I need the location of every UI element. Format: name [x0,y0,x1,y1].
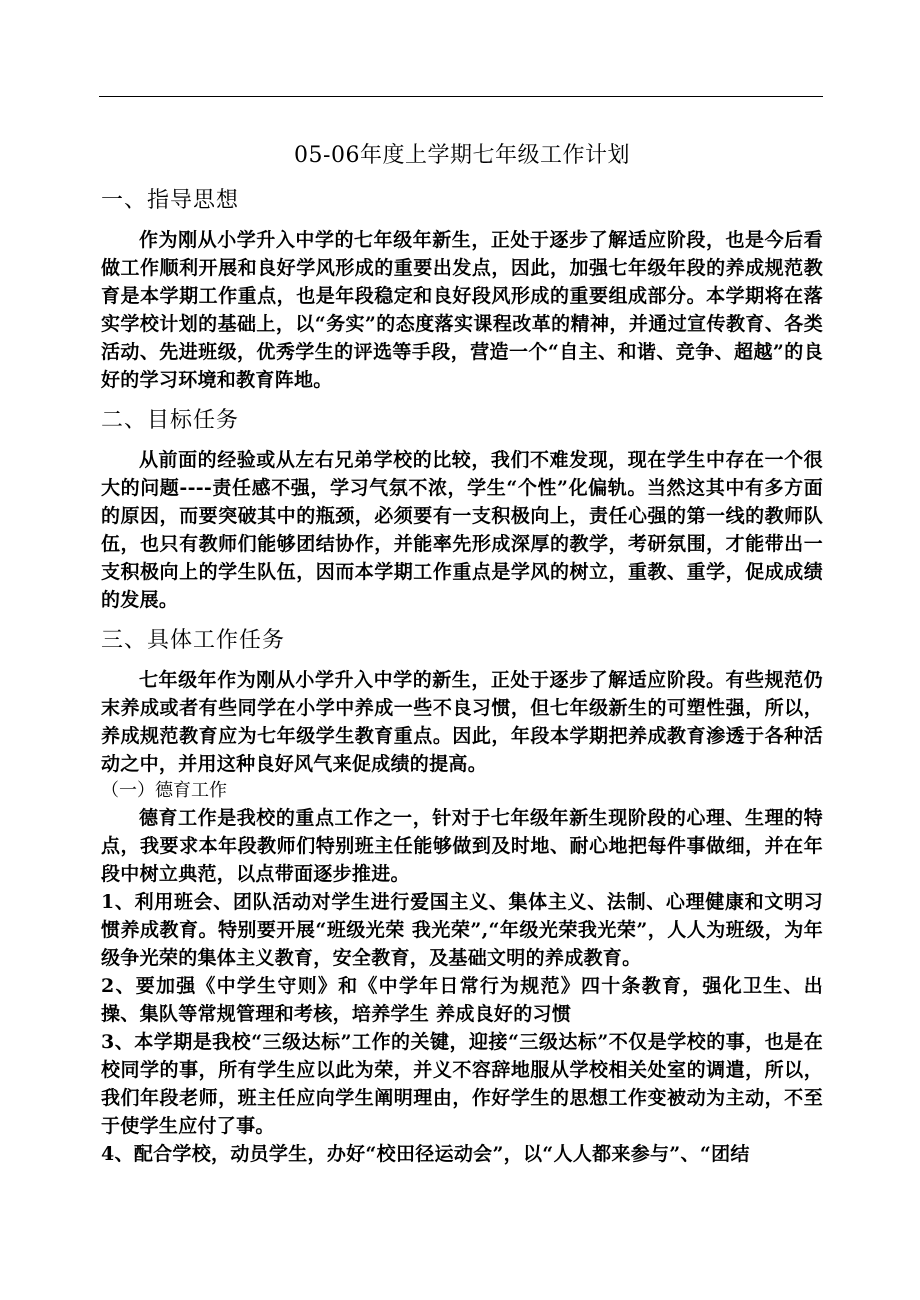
section-heading-specific-tasks: 三、具体工作任务 [101,628,286,653]
subsection-heading-moral-education: （一）德育工作 [101,780,227,801]
list-item: 4、配合学校，动员学生，办好“校田径运动会”，以“人人都来参与”、“团结 [101,1143,750,1165]
document-title: 05-06年度上学期七年级工作计划 [294,143,630,168]
list-item: 3、本学期是我校“三级达标”工作的关键，迎接“三级达标”不仅是学校的事，也是在校同学的事，所有学生应以此为荣，并义不容辞地服从学校相关处室的调遣，所以，我们年段老师，班主任应向学生阐明理由，作好学生的思想工作变被动为主动，不至于使学生应付了事。 [101,1031,823,1137]
section-paragraph-guiding-thought: 作为刚从小学升入中学的七年级年新生，正处于逐步了解适应阶段，也是今后看做工作顺利开展和良好学风形成的重要出发点，因此，加强七年级年段的养成规范教育是本学期工作重点，也是年段稳定和良好段风形成的重要组成部分。本学期将在落实学校计划的基础上，以“务实”的态度落实课程改革的精神，并通过宣传教育、各类活动、先进班级，优秀学生的评选等手段，营造一个“自主、和谐、竞争、超越”的良好的学习环境和教育阵地。 [101,229,823,391]
list-item: 2、要加强《中学生守则》和《中学年日常行为规范》四十条教育，强化卫生、出操、集队等常规管理和考核，培养学生 养成良好的习惯 [101,975,823,1025]
list-item: 1、利用班会、团队活动对学生进行爱国主义、集体主义、法制、心理健康和文明习惯养成教育。特别要开展“班级光荣 我光荣”,“年级光荣我光荣”，人人为班级，为年级争光荣的集体主义教育，安全教育，及基础文明的养成教育。 [101,891,823,969]
section-paragraph-goals: 从前面的经验或从左右兄弟学校的比较，我们不难发现，现在学生中存在一个很大的问题----责任感不强，学习气氛不浓，学生“个性”化偏轨。当然这其中有多方面的原因，而要突破其中的瓶颈，必须要有一支积极向上，责任心强的第一线的教师队伍，也只有教师们能够团结协作，并能率先形成深厚的教学，考研氛围，才能带出一支积极向上的学生队伍，因而本学期工作重点是学风的树立，重教、重学，促成成绩的发展。 [101,449,823,611]
document-body [101,138,823,1168]
section-heading-goals: 二、目标任务 [101,408,240,433]
section-paragraph-specific-tasks: 七年级年作为刚从小学升入中学的新生，正处于逐步了解适应阶段。有些规范仍末养成或者有些同学在小学中养成一些不良习惯，但七年级新生的可塑性强，所以，养成规范教育应为七年级学生教育重点。因此，年段本学期把养成教育渗透于各种活动之中，并用这种良好风气来促成绩的提高。 [101,669,823,775]
subsection-intro: 德育工作是我校的重点工作之一，针对于七年级年新生现阶段的心理、生理的特点，我要求本年段教师们特别班主任能够做到及时地、耐心地把每件事做细，并在年段中树立典范，以点带面逐步推进。 [101,807,823,885]
header-rule [99,96,823,97]
section-heading-guiding-thought: 一、指导思想 [101,188,240,213]
